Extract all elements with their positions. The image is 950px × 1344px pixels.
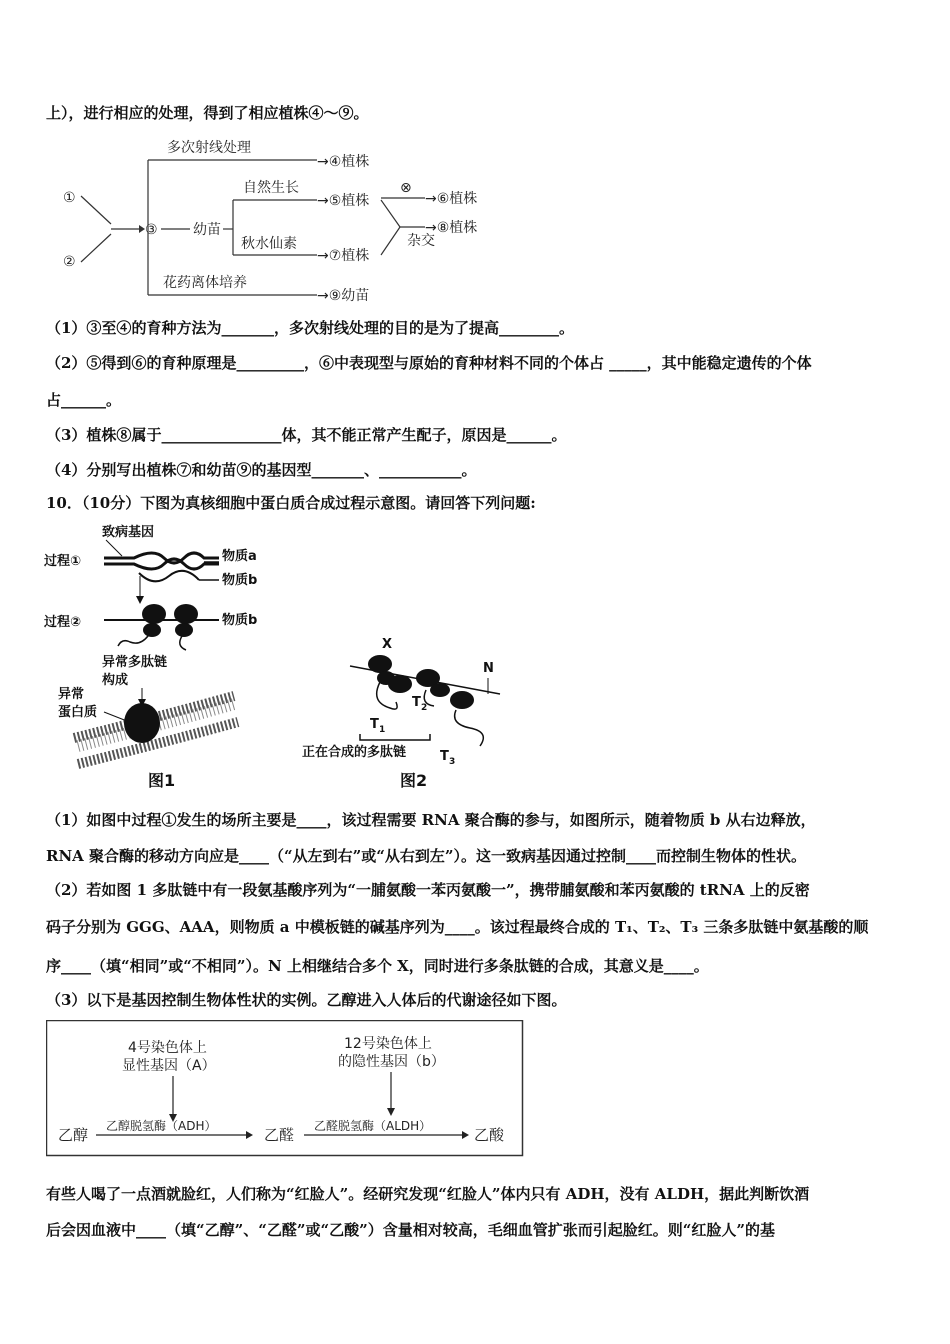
- fig1-protein-1: 异常: [58, 687, 85, 702]
- acetic-acid-label: 乙酸: [474, 1126, 505, 1144]
- fig2-t2-sub: 2: [421, 703, 428, 713]
- fig1-chain-2: 构成: [102, 673, 129, 688]
- figure-1: [44, 518, 304, 793]
- flow-p8: →⑧植株: [425, 220, 478, 236]
- q10-4: 码子分别为 GGG、AAA，则物质 a 中模板链的碱基序列为____。该过程最终合成的 T₁、T₂、T₃ 三条多肽链中氨基酸的顺: [46, 918, 869, 936]
- fig2-t2: T: [412, 695, 421, 710]
- q10-5: 序____（填“相同”或“不相同”）。N 上相继结合多个 X，同时进行多条肽链的合成，其意义是____。: [46, 957, 709, 975]
- fig1-process2: 过程②: [44, 615, 82, 630]
- flow-seedling: 幼苗: [193, 222, 221, 238]
- fig1-protein-2: 蛋白质: [58, 705, 98, 720]
- intro-line: 上），进行相应的处理，得到了相应植株④～⑨。: [46, 104, 369, 122]
- q10-6: （3）以下是基因控制生物体性状的实例。乙醇进入人体后的代谢途径如下图。: [46, 991, 567, 1009]
- ethanol-pathway-box: [46, 1020, 524, 1157]
- gene-b-line2: 的隐性基因（b）: [338, 1054, 445, 1070]
- fig2-t3: T: [440, 749, 449, 764]
- gene-a-line2: 显性基因（A）: [122, 1058, 216, 1074]
- fig2-t3-sub: 3: [449, 757, 456, 767]
- fig2-chain-label: 正在合成的多肽链: [302, 745, 407, 760]
- figure-2: [300, 632, 515, 792]
- fig2-caption: 图2: [400, 771, 428, 790]
- fig1-substance-a: 物质a: [222, 549, 257, 564]
- flow-cross: 杂交: [407, 233, 435, 249]
- flow-p5: →⑤植株: [317, 193, 370, 209]
- q10-1: （1）如图中过程①发生的场所主要是____，该过程需要 RNA 聚合酶的参与，如图所示，随着物质 b 从右边释放，: [46, 811, 816, 829]
- flow-anther: 花药离体培养: [163, 275, 247, 291]
- fig1-chain-1: 异常多肽链: [102, 655, 168, 670]
- fig1-gene: 致病基因: [102, 525, 155, 540]
- q9-1: （1）③至④的育种方法为_______，多次射线处理的目的是为了提高________。: [46, 319, 574, 337]
- q10-2: RNA 聚合酶的移动方向应是____（“从左到右”或“从右到左”）。这一致病基因通过控制____而控制生物体的性状。: [46, 847, 807, 865]
- q9-3: 占______。: [46, 391, 122, 409]
- flow-p7: →⑦植株: [317, 248, 370, 264]
- adh-label: 乙醇脱氢酶（ADH）: [106, 1119, 217, 1133]
- aldh-label: 乙醛脱氢酶（ALDH）: [314, 1119, 432, 1133]
- q10-heading: 10．（10分）下图为真核细胞中蛋白质合成过程示意图。请回答下列问题:: [46, 494, 536, 512]
- gene-b-line1: 12号染色体上: [344, 1036, 432, 1052]
- q10-3: （2）若如图 1 多肽链中有一段氨基酸序列为“一脯氨酸一苯丙氨酸一”，携带脯氨酸和苯丙氨酸的 tRNA 上的反密: [46, 881, 810, 899]
- gene-a-line1: 4号染色体上: [128, 1040, 207, 1056]
- flow-p9: →⑨幼苗: [317, 288, 370, 304]
- fig2-t1: T: [370, 717, 379, 732]
- flow-natural: 自然生长: [243, 180, 299, 196]
- fig1-substance-b2: 物质b: [222, 613, 258, 628]
- q9-4: （3）植株⑧属于________________体，其不能正常产生配子，原因是______。: [46, 426, 567, 444]
- q9-5: （4）分别写出植株⑦和幼苗⑨的基因型_______、___________。: [46, 461, 477, 479]
- fig2-n: N: [483, 661, 494, 676]
- fig1-process1: 过程①: [44, 554, 82, 569]
- flow-top-label: 多次射线处理: [167, 140, 251, 156]
- flow-p6: →⑥植株: [425, 191, 478, 207]
- fig2-x: X: [382, 637, 393, 652]
- fig1-substance-b: 物质b: [222, 573, 258, 588]
- fig1-caption: 图1: [148, 771, 176, 790]
- breeding-flow-diagram: [55, 130, 525, 310]
- bottom-2: 后会因血液中____（填“乙醇”、“乙醛”或“乙酸”）含量相对较高，毛细血管扩张而引起脸红。则“红脸人”的基: [46, 1221, 776, 1239]
- flow-top-result: →④植株: [317, 154, 370, 170]
- q9-2: （2）⑤得到⑥的育种原理是_________，⑥中表现型与原始的育种材料不同的个体占 _____，其中能稳定遗传的个体: [46, 354, 812, 372]
- flow-colchicine: 秋水仙素: [241, 236, 297, 252]
- flow-start-2: ②: [63, 254, 76, 270]
- flow-mid: ③: [145, 222, 158, 238]
- acetaldehyde-label: 乙醛: [264, 1126, 295, 1144]
- fig2-t1-sub: 1: [379, 725, 386, 735]
- ethanol-label: 乙醇: [58, 1126, 89, 1144]
- bottom-1: 有些人喝了一点酒就脸红，人们称为“红脸人”。经研究发现“红脸人”体内只有 ADH，没有 ALDH，据此判断饮酒: [46, 1185, 810, 1203]
- flow-self-symbol: ⊗: [400, 180, 412, 196]
- flow-start-1: ①: [63, 190, 76, 206]
